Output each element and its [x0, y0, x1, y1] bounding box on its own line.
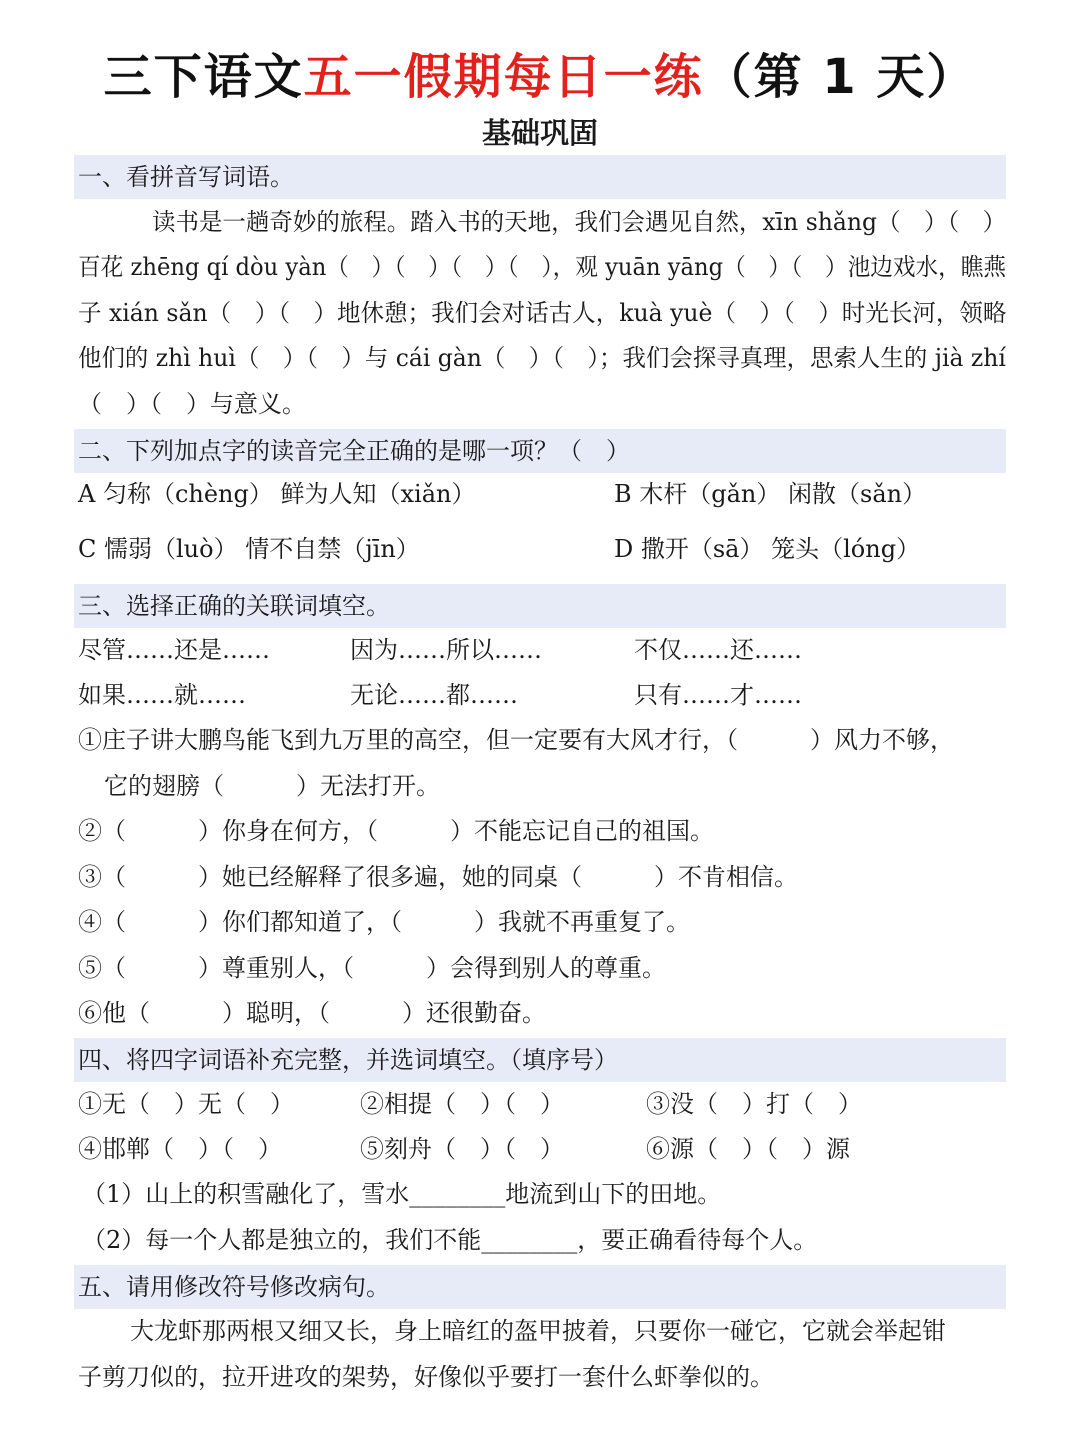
section3-heading-band — [74, 584, 1006, 628]
section1-heading-band — [74, 155, 1006, 199]
section4-sentence: （2）每一个人都是独立的，我们不能________，要正确看待每个人。 — [82, 1226, 818, 1254]
section2-heading-band — [74, 429, 1006, 473]
section3-item: ①庄子讲大鹏鸟能飞到九万里的高空，但一定要有大风才行，（ ）风力不够， — [78, 726, 954, 754]
page-subtitle: 基础巩固 — [481, 116, 598, 150]
section2-heading: 二、下列加点字的读音完全正确的是哪一项？（ ） — [78, 437, 630, 465]
section5-line: 子剪刀似的，拉开进攻的架势，好像似乎要打一套什么虾拳似的。 — [78, 1363, 774, 1391]
page-title — [0, 45, 1080, 109]
section3-item: 它的翅膀（ ）无法打开。 — [104, 772, 440, 800]
option-d: D 撒开（sā） 笼头（lóng） — [614, 535, 921, 563]
conjunction-word: 尽管……还是…… — [78, 636, 270, 664]
section1-line: 读书是一趟奇妙的旅程。踏入书的天地，我们会遇见自然，xīn shǎng（ ）（ ） — [152, 208, 1007, 236]
conjunction-word: 不仅……还…… — [634, 636, 802, 664]
section3-item: ③（ ）她已经解释了很多遍，她的同桌（ ）不肯相信。 — [78, 863, 798, 891]
idiom-blank: ⑤刻舟（ ）（ ） — [360, 1135, 564, 1163]
section5-line: 大龙虾那两根又细又长，身上暗红的盔甲披着，只要你一碰它，它就会举起钳 — [130, 1317, 946, 1345]
section1-line: 百花 zhēng qí dòu yàn（ ）（ ）（ ）（ ），观 yuān yāng（ ）（ ）池边戏水，瞧燕 — [78, 253, 1007, 281]
option-a: A 匀称（chèng） 鲜为人知（xiǎn） — [78, 480, 476, 508]
section3-item: ⑥他（ ）聪明，（ ）还很勤奋。 — [78, 999, 546, 1027]
section5-heading-band — [74, 1265, 1006, 1309]
option-b: B 木杆（gǎn） 闲散（sǎn） — [614, 480, 927, 508]
conjunction-word: 无论……都…… — [350, 681, 518, 709]
title-part-holiday: 五一假期每日一练 — [303, 49, 704, 105]
section4-heading-band — [74, 1038, 1006, 1082]
section4-heading: 四、将四字词语补充完整，并选词填空。（填序号） — [78, 1046, 618, 1074]
conjunction-word: 如果……就…… — [78, 681, 246, 709]
section1-line: （ ）（ ）与意义。 — [78, 390, 306, 418]
section1-heading: 一、看拼音写词语。 — [78, 163, 294, 191]
section3-item: ②（ ）你身在何方，（ ）不能忘记自己的祖国。 — [78, 817, 714, 845]
section1-line: 子 xián sǎn（ ）（ ）地休憩；我们会对话古人，kuà yuè（ ）（ ）时光长河，领略 — [78, 299, 1007, 327]
idiom-blank: ⑥源（ ）（ ）源 — [646, 1135, 850, 1163]
section3-item: ④（ ）你们都知道了，（ ）我就不再重复了。 — [78, 908, 690, 936]
title-part-day: （第 1 天） — [703, 49, 977, 105]
option-c: C 懦弱（luò） 情不自禁（jīn） — [78, 535, 420, 563]
idiom-blank: ②相提（ ）（ ） — [360, 1090, 564, 1118]
idiom-blank: ④邯郸（ ）（ ） — [78, 1135, 282, 1163]
idiom-blank: ③没（ ）打（ ） — [646, 1090, 862, 1118]
idiom-blank: ①无（ ）无（ ） — [78, 1090, 294, 1118]
section4-sentence: （1）山上的积雪融化了，雪水________地流到山下的田地。 — [82, 1180, 722, 1208]
conjunction-word: 只有……才…… — [634, 681, 802, 709]
section1-line: 他们的 zhì huì（ ）（ ）与 cái gàn（ ）（ ）；我们会探寻真理，思索人生的 jià zhí — [78, 344, 1006, 372]
title-part-grade: 三下语文 — [103, 49, 304, 105]
section5-heading: 五、请用修改符号修改病句。 — [78, 1273, 390, 1301]
section3-heading: 三、选择正确的关联词填空。 — [78, 592, 390, 620]
conjunction-word: 因为……所以…… — [350, 636, 542, 664]
section3-item: ⑤（ ）尊重别人，（ ）会得到别人的尊重。 — [78, 954, 666, 982]
